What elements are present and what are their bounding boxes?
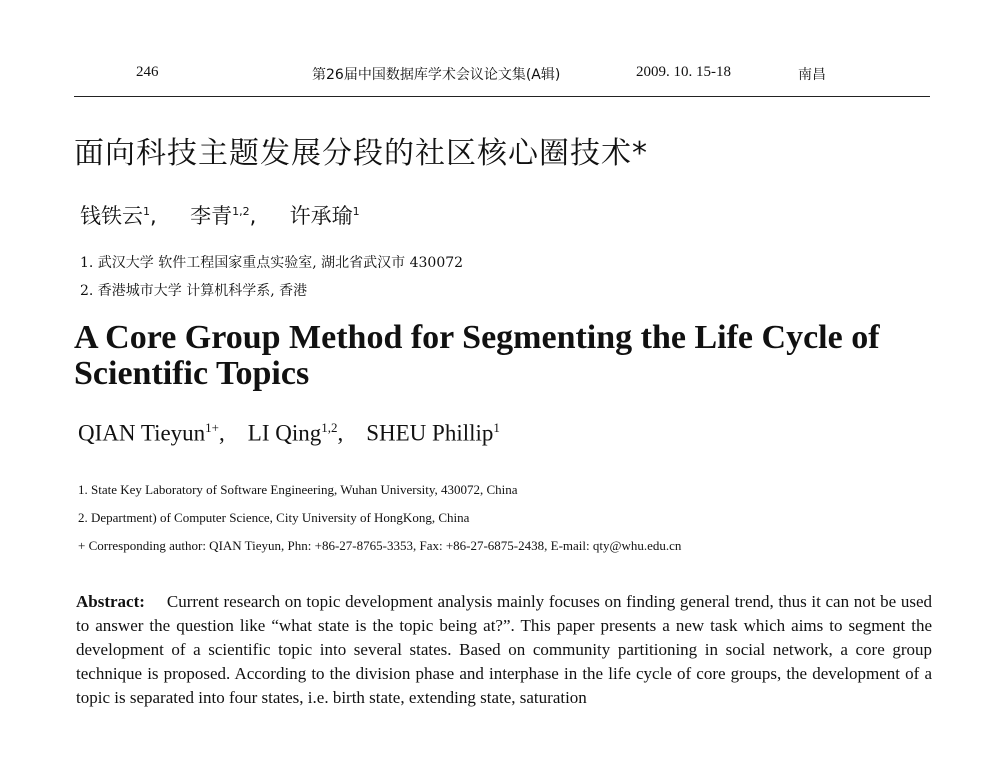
journal-name: 第26届中国数据库学术会议论文集(A辑)	[312, 67, 561, 83]
english-authors: QIAN Tieyun$^{1+}$, LI Qing$^{1,2}$, SHEU Phillip$^1$	[78, 420, 500, 446]
chinese-authors: 钱铁云$^1$, 李青$^{1,2}$, 许承瑜$^1$	[80, 204, 360, 228]
chinese-affiliation-2: 2. 香港城市大学 计算机科学系, 香港	[80, 283, 308, 299]
author-sup: 1+	[205, 420, 220, 435]
conference-date: 2009. 10. 15-18	[636, 64, 731, 80]
header-rule	[74, 96, 930, 97]
page-number: 246	[136, 64, 159, 80]
english-affiliation-2: 2. Department) of Computer Science, City University of HongKong, China	[78, 510, 470, 525]
chinese-title: 面向科技主题发展分段的社区核心圈技术*	[74, 136, 648, 171]
author-sup: 1	[493, 420, 500, 435]
author-sup: 1	[143, 205, 150, 218]
author-sup: 1,2	[321, 420, 338, 435]
author-name: QIAN Tieyun	[78, 420, 206, 446]
abstract-label: Abstract:	[76, 592, 145, 611]
conference-location: 南昌	[798, 67, 826, 83]
abstract	[76, 590, 932, 710]
english-title: A Core Group Method for Segmenting the Life Cycle of Scientific Topics	[74, 319, 880, 392]
author-name: 钱铁云	[80, 204, 143, 228]
author-sup: 1,2	[232, 205, 250, 218]
author-name: SHEU Phillip	[366, 420, 494, 446]
author-name: 许承瑜	[289, 204, 353, 228]
english-affiliation-1: 1. State Key Laboratory of Software Engineering, Wuhan University, 430072, China	[78, 482, 518, 497]
chinese-affiliation-1: 1. 武汉大学 软件工程国家重点实验室, 湖北省武汉市 430072	[80, 255, 464, 271]
author-name: LI Qing	[247, 420, 322, 446]
corresponding-author: + Corresponding author: QIAN Tieyun, Phn: +86-27-8765-3353, Fax: +86-27-6875-2438, E-mail: qty@whu.edu.cn	[78, 538, 682, 553]
abstract-text: Current research on topic development analysis mainly focuses on finding general trend, thus it can not be used to answer the question like “what state is the topic being at?”. This paper presents a new task which aims to segment the development of a scientific topic into several states. Based on community partitioning in social network, a core group technique is proposed. According to the division phase and interphase in the life cycle of core groups, the development of a topic is separated into four states, i.e. birth state, extending state, saturation	[76, 592, 932, 707]
author-name: 李青	[190, 204, 233, 228]
author-sup: 1	[352, 205, 360, 218]
